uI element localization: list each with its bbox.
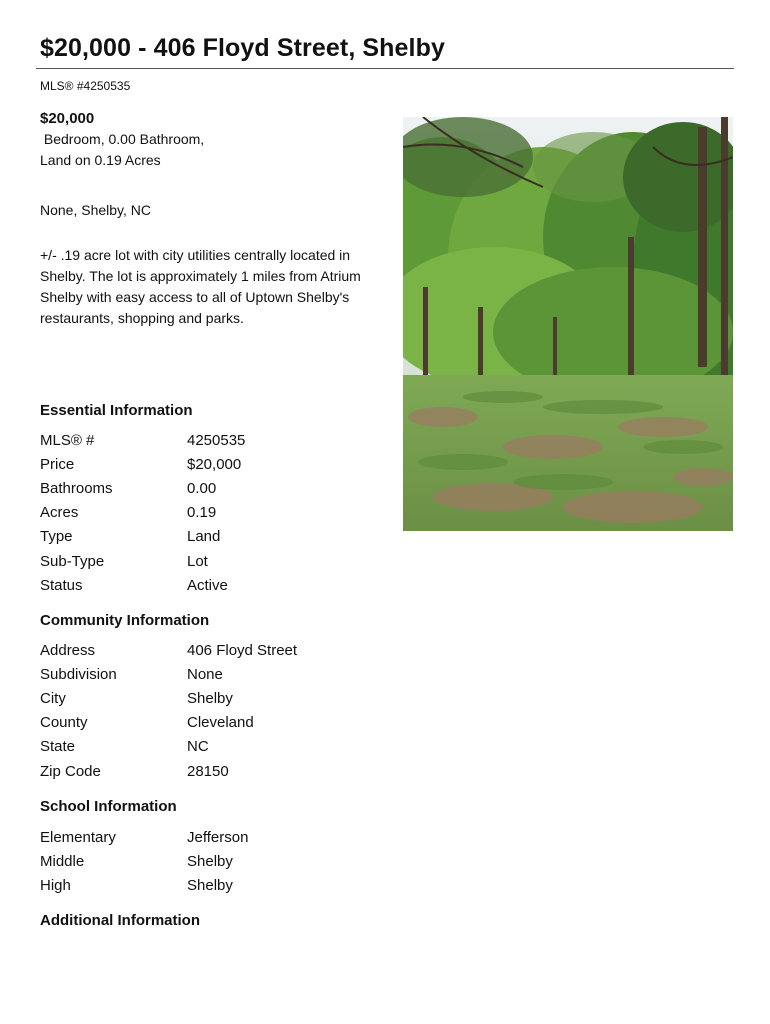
row-label: Acres	[40, 504, 79, 522]
row-value: Lot	[187, 552, 208, 570]
summary-line-1: Bedroom, 0.00 Bathroom,	[40, 131, 205, 147]
row-label: MLS® #	[40, 431, 95, 449]
essential-info-title: Essential Information	[40, 402, 193, 419]
listing-description: +/- .19 acre lot with city utilities centrally located in Shelby. The lot is approximately 1 miles from Atrium Shelby with easy access to all of Uptown Shelby's restaurants, shopping and parks.	[40, 247, 361, 326]
table-row	[40, 711, 370, 735]
row-label: Sub-Type	[40, 552, 105, 570]
row-label: Middle	[40, 852, 85, 870]
row-value: NC	[187, 738, 209, 756]
row-label: City	[40, 689, 66, 707]
row-label: Status	[40, 576, 83, 594]
row-value: 4250535	[187, 431, 246, 449]
row-value: Land	[187, 528, 221, 546]
listing-location: None, Shelby, NC	[40, 202, 152, 218]
row-value: 28150	[187, 762, 229, 780]
listing-title: $20,000 - 406 Floyd Street, Shelby	[40, 34, 445, 62]
row-label: Price	[40, 455, 75, 473]
additional-info-title: Additional Information	[40, 912, 200, 929]
essential-info-table	[40, 428, 370, 597]
row-value: 0.19	[187, 504, 217, 522]
table-row	[40, 638, 370, 662]
row-label: Zip Code	[40, 762, 101, 780]
row-label: High	[40, 876, 71, 894]
table-row	[40, 873, 370, 897]
row-label: State	[40, 738, 76, 756]
table-row	[40, 501, 370, 525]
row-label: Subdivision	[40, 665, 117, 683]
community-info-title: Community Information	[40, 612, 210, 629]
table-row	[40, 476, 370, 500]
row-value: Shelby	[187, 689, 233, 707]
row-label: County	[40, 714, 88, 732]
table-row	[40, 549, 370, 573]
row-value: Active	[187, 576, 228, 594]
table-row	[40, 759, 370, 783]
summary-line-2: Land on 0.19 Acres	[40, 152, 161, 168]
mls-number: MLS® #4250535	[40, 79, 131, 93]
community-info-table	[40, 638, 370, 783]
row-value: 0.00	[187, 479, 217, 497]
row-value: Cleveland	[187, 714, 254, 732]
table-row	[40, 825, 370, 849]
title-divider	[36, 68, 734, 69]
school-info-table	[40, 825, 370, 898]
row-label: Address	[40, 641, 96, 659]
row-value: Shelby	[187, 876, 233, 894]
table-row	[40, 452, 370, 476]
row-label: Elementary	[40, 828, 116, 846]
row-value: 406 Floyd Street	[187, 641, 298, 659]
row-value: None	[187, 665, 223, 683]
row-value: Shelby	[187, 852, 233, 870]
row-value: Jefferson	[187, 828, 249, 846]
table-row	[40, 428, 370, 452]
table-row	[40, 573, 370, 597]
table-row	[40, 686, 370, 710]
photo-canopy	[403, 117, 733, 397]
school-info-title: School Information	[40, 798, 177, 815]
listing-price: $20,000	[40, 110, 95, 127]
row-label: Type	[40, 528, 73, 546]
row-value: $20,000	[187, 455, 242, 473]
table-row	[40, 849, 370, 873]
row-label: Bathrooms	[40, 479, 113, 497]
table-row	[40, 662, 370, 686]
table-row	[40, 525, 370, 549]
table-row	[40, 735, 370, 759]
property-photo	[403, 117, 733, 531]
